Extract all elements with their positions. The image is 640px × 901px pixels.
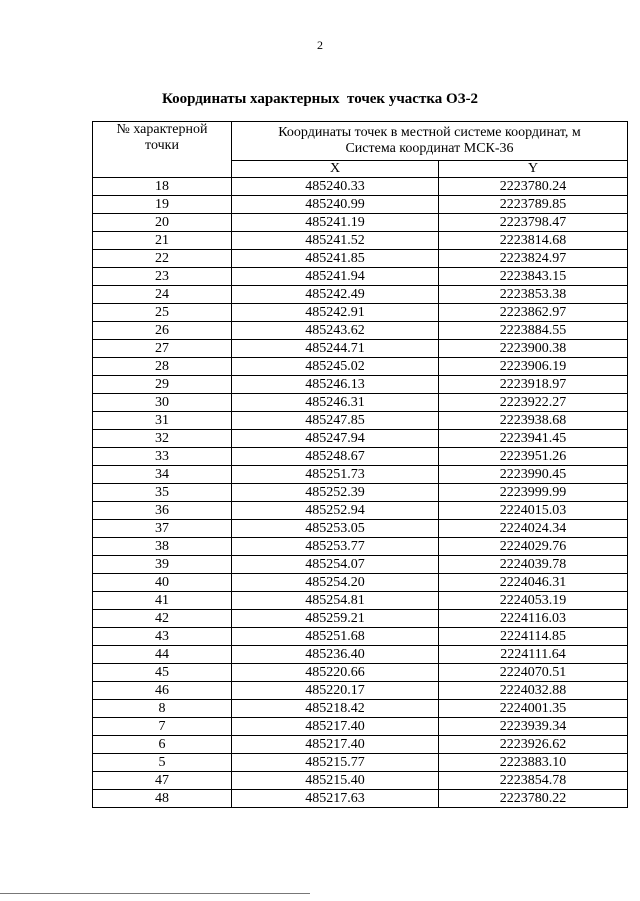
y-coordinate-cell: 2223918.97 bbox=[439, 376, 628, 394]
y-coordinate-cell: 2223862.97 bbox=[439, 304, 628, 322]
x-coordinate-cell: 485241.85 bbox=[232, 250, 439, 268]
y-coordinate-cell: 2223884.55 bbox=[439, 322, 628, 340]
x-coordinate-cell: 485244.71 bbox=[232, 340, 439, 358]
y-coordinate-cell: 2224114.85 bbox=[439, 628, 628, 646]
y-coordinate-cell: 2224111.64 bbox=[439, 646, 628, 664]
x-coordinate-cell: 485251.73 bbox=[232, 466, 439, 484]
point-number-cell: 44 bbox=[93, 646, 232, 664]
point-number-cell: 5 bbox=[93, 754, 232, 772]
point-number-cell: 34 bbox=[93, 466, 232, 484]
table-row bbox=[93, 394, 628, 412]
table-row bbox=[93, 484, 628, 502]
table-row bbox=[93, 718, 628, 736]
x-coordinate-cell: 485220.17 bbox=[232, 682, 439, 700]
header-point-number bbox=[93, 122, 232, 178]
table-row bbox=[93, 682, 628, 700]
y-coordinate-cell: 2224029.76 bbox=[439, 538, 628, 556]
x-coordinate-cell: 485252.94 bbox=[232, 502, 439, 520]
point-number-cell: 18 bbox=[93, 178, 232, 196]
y-coordinate-cell: 2223906.19 bbox=[439, 358, 628, 376]
x-coordinate-cell: 485241.19 bbox=[232, 214, 439, 232]
x-coordinate-cell: 485252.39 bbox=[232, 484, 439, 502]
y-coordinate-cell: 2223922.27 bbox=[439, 394, 628, 412]
x-coordinate-cell: 485215.40 bbox=[232, 772, 439, 790]
y-coordinate-cell: 2223780.24 bbox=[439, 178, 628, 196]
y-coordinate-cell: 2223814.68 bbox=[439, 232, 628, 250]
point-number-cell: 30 bbox=[93, 394, 232, 412]
point-number-cell: 26 bbox=[93, 322, 232, 340]
point-number-cell: 35 bbox=[93, 484, 232, 502]
y-coordinate-cell: 2223939.34 bbox=[439, 718, 628, 736]
point-number-cell: 46 bbox=[93, 682, 232, 700]
table-row bbox=[93, 646, 628, 664]
x-coordinate-cell: 485245.02 bbox=[232, 358, 439, 376]
table-row bbox=[93, 286, 628, 304]
table-row bbox=[93, 628, 628, 646]
table-row bbox=[93, 736, 628, 754]
y-coordinate-cell: 2224053.19 bbox=[439, 592, 628, 610]
y-coordinate-cell: 2224116.03 bbox=[439, 610, 628, 628]
point-number-cell: 21 bbox=[93, 232, 232, 250]
table-row bbox=[93, 754, 628, 772]
x-coordinate-cell: 485220.66 bbox=[232, 664, 439, 682]
table-row bbox=[93, 268, 628, 286]
point-number-cell: 29 bbox=[93, 376, 232, 394]
x-coordinate-cell: 485253.77 bbox=[232, 538, 439, 556]
y-coordinate-cell: 2223941.45 bbox=[439, 430, 628, 448]
y-coordinate-cell: 2224039.78 bbox=[439, 556, 628, 574]
point-number-cell: 27 bbox=[93, 340, 232, 358]
y-coordinate-cell: 2223789.85 bbox=[439, 196, 628, 214]
y-coordinate-cell: 2224024.34 bbox=[439, 520, 628, 538]
table-row bbox=[93, 250, 628, 268]
y-coordinate-cell: 2223926.62 bbox=[439, 736, 628, 754]
y-coordinate-cell: 2223900.38 bbox=[439, 340, 628, 358]
table-body bbox=[93, 178, 628, 808]
table-row bbox=[93, 574, 628, 592]
x-coordinate-cell: 485240.99 bbox=[232, 196, 439, 214]
coordinates-table bbox=[92, 121, 628, 808]
point-number-cell: 47 bbox=[93, 772, 232, 790]
x-coordinate-cell: 485241.52 bbox=[232, 232, 439, 250]
point-number-cell: 36 bbox=[93, 502, 232, 520]
x-coordinate-cell: 485247.94 bbox=[232, 430, 439, 448]
table-row bbox=[93, 430, 628, 448]
table-row bbox=[93, 772, 628, 790]
table-row bbox=[93, 358, 628, 376]
header-x: X bbox=[232, 161, 439, 178]
point-number-cell: 40 bbox=[93, 574, 232, 592]
y-coordinate-cell: 2224001.35 bbox=[439, 700, 628, 718]
header-point-number-line1: № характерной bbox=[116, 122, 208, 137]
point-number-cell: 24 bbox=[93, 286, 232, 304]
x-coordinate-cell: 485242.91 bbox=[232, 304, 439, 322]
point-number-cell: 20 bbox=[93, 214, 232, 232]
y-coordinate-cell: 2224032.88 bbox=[439, 682, 628, 700]
point-number-cell: 28 bbox=[93, 358, 232, 376]
point-number-cell: 25 bbox=[93, 304, 232, 322]
footer-rule bbox=[0, 893, 310, 894]
point-number-cell: 38 bbox=[93, 538, 232, 556]
y-coordinate-cell: 2223780.22 bbox=[439, 790, 628, 808]
point-number-cell: 37 bbox=[93, 520, 232, 538]
table-row bbox=[93, 700, 628, 718]
point-number-cell: 41 bbox=[93, 592, 232, 610]
header-y: Y bbox=[439, 161, 628, 178]
x-coordinate-cell: 485217.40 bbox=[232, 718, 439, 736]
x-coordinate-cell: 485240.33 bbox=[232, 178, 439, 196]
y-coordinate-cell: 2224015.03 bbox=[439, 502, 628, 520]
table-row bbox=[93, 232, 628, 250]
y-coordinate-cell: 2223883.10 bbox=[439, 754, 628, 772]
x-coordinate-cell: 485251.68 bbox=[232, 628, 439, 646]
header-coordinates-line1: Координаты точек в местной системе координат, м bbox=[278, 125, 581, 140]
header-coordinates bbox=[232, 122, 628, 161]
table-row bbox=[93, 520, 628, 538]
table-row bbox=[93, 304, 628, 322]
table-row bbox=[93, 592, 628, 610]
x-coordinate-cell: 485246.31 bbox=[232, 394, 439, 412]
point-number-cell: 6 bbox=[93, 736, 232, 754]
y-coordinate-cell: 2223854.78 bbox=[439, 772, 628, 790]
point-number-cell: 8 bbox=[93, 700, 232, 718]
y-coordinate-cell: 2223999.99 bbox=[439, 484, 628, 502]
y-coordinate-cell: 2223798.47 bbox=[439, 214, 628, 232]
y-coordinate-cell: 2223938.68 bbox=[439, 412, 628, 430]
table-row bbox=[93, 538, 628, 556]
table-row bbox=[93, 322, 628, 340]
x-coordinate-cell: 485243.62 bbox=[232, 322, 439, 340]
y-coordinate-cell: 2224046.31 bbox=[439, 574, 628, 592]
y-coordinate-cell: 2224070.51 bbox=[439, 664, 628, 682]
table-row bbox=[93, 196, 628, 214]
table-row bbox=[93, 556, 628, 574]
x-coordinate-cell: 485248.67 bbox=[232, 448, 439, 466]
y-coordinate-cell: 2223843.15 bbox=[439, 268, 628, 286]
x-coordinate-cell: 485254.81 bbox=[232, 592, 439, 610]
header-coordinates-line2: Система координат МСК-36 bbox=[345, 141, 514, 156]
point-number-cell: 39 bbox=[93, 556, 232, 574]
point-number-cell: 33 bbox=[93, 448, 232, 466]
point-number-cell: 22 bbox=[93, 250, 232, 268]
header-point-number-line2: точки bbox=[145, 138, 179, 153]
point-number-cell: 48 bbox=[93, 790, 232, 808]
table-row bbox=[93, 610, 628, 628]
table-row bbox=[93, 790, 628, 808]
y-coordinate-cell: 2223990.45 bbox=[439, 466, 628, 484]
table-row bbox=[93, 412, 628, 430]
x-coordinate-cell: 485217.63 bbox=[232, 790, 439, 808]
table-row bbox=[93, 466, 628, 484]
x-coordinate-cell: 485246.13 bbox=[232, 376, 439, 394]
point-number-cell: 7 bbox=[93, 718, 232, 736]
x-coordinate-cell: 485242.49 bbox=[232, 286, 439, 304]
y-coordinate-cell: 2223853.38 bbox=[439, 286, 628, 304]
x-coordinate-cell: 485259.21 bbox=[232, 610, 439, 628]
x-coordinate-cell: 485253.05 bbox=[232, 520, 439, 538]
point-number-cell: 31 bbox=[93, 412, 232, 430]
document-title: Координаты характерных точек участка ОЗ-2 bbox=[161, 91, 479, 107]
x-coordinate-cell: 485218.42 bbox=[232, 700, 439, 718]
point-number-cell: 19 bbox=[93, 196, 232, 214]
table-row bbox=[93, 664, 628, 682]
table-row bbox=[93, 448, 628, 466]
x-coordinate-cell: 485247.85 bbox=[232, 412, 439, 430]
point-number-cell: 45 bbox=[93, 664, 232, 682]
y-coordinate-cell: 2223824.97 bbox=[439, 250, 628, 268]
page-number: 2 bbox=[317, 38, 323, 52]
x-coordinate-cell: 485217.40 bbox=[232, 736, 439, 754]
table-row bbox=[93, 376, 628, 394]
point-number-cell: 42 bbox=[93, 610, 232, 628]
y-coordinate-cell: 2223951.26 bbox=[439, 448, 628, 466]
x-coordinate-cell: 485254.07 bbox=[232, 556, 439, 574]
point-number-cell: 23 bbox=[93, 268, 232, 286]
table-row bbox=[93, 214, 628, 232]
point-number-cell: 43 bbox=[93, 628, 232, 646]
x-coordinate-cell: 485236.40 bbox=[232, 646, 439, 664]
table-row bbox=[93, 502, 628, 520]
point-number-cell: 32 bbox=[93, 430, 232, 448]
table-row bbox=[93, 178, 628, 196]
table-row bbox=[93, 340, 628, 358]
x-coordinate-cell: 485241.94 bbox=[232, 268, 439, 286]
x-coordinate-cell: 485215.77 bbox=[232, 754, 439, 772]
x-coordinate-cell: 485254.20 bbox=[232, 574, 439, 592]
